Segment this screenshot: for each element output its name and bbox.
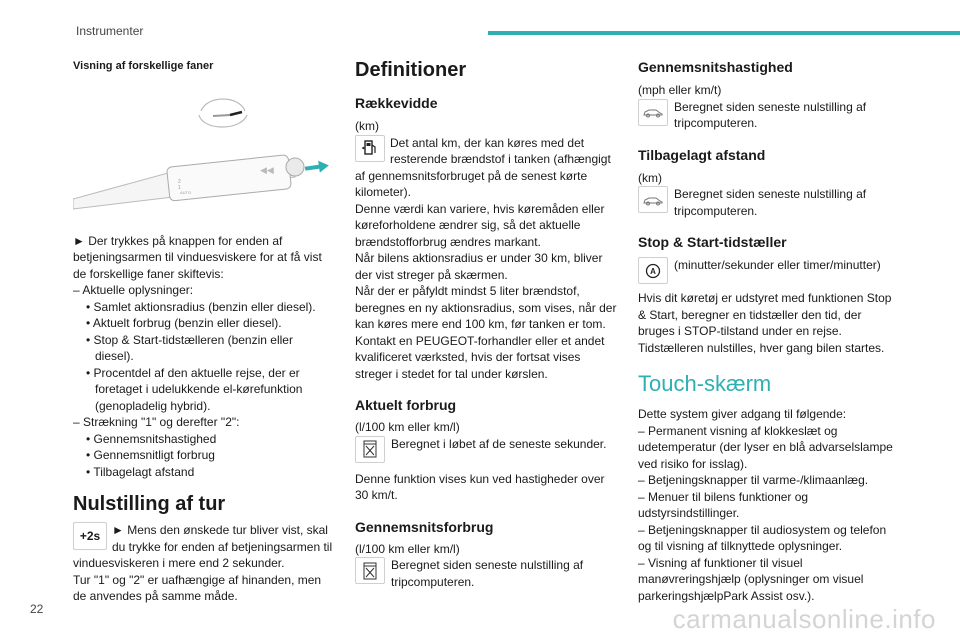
step-bullet-1: • Samlet aktionsradius (benzin eller diesel). <box>86 299 316 314</box>
definitions-heading: Definitioner <box>355 59 467 81</box>
wiper-stalk-icon <box>73 154 304 208</box>
step-bullet-4: • Procentdel af den aktuelle rejse, der er <box>86 365 300 380</box>
touchscreen-item-1: – Permanent visning af klokkeslæt og udetemperatur (der lyser en blå advarselslampe ved risiko for isslag). <box>638 423 893 471</box>
range-text-4: Når der er påfyldt mindst 5 liter brændstof, beregnes en ny aktionsradius, som vises, når der kan køres mere end 100 km, før tanken er tom. <box>355 284 617 331</box>
car-speed-icon <box>638 99 668 126</box>
header-accent-bar <box>488 31 960 35</box>
distance-text: Beregnet siden seneste nulstilling af tripcomputeren. <box>674 187 867 218</box>
average-speed-text: Beregnet siden seneste nulstilling af tripcomputeren. <box>674 99 867 130</box>
distance-unit: (km) <box>638 170 662 185</box>
step-dash-2: – Strækning "1" og derefter "2": <box>73 415 240 429</box>
stop-start-text-2: Tidstælleren nulstilles, hver gang bilen startes. <box>638 340 885 355</box>
plus-2s-icon: +2s <box>73 522 107 550</box>
range-unit: (km) <box>355 119 379 133</box>
fuel-consumption-icon <box>355 436 385 463</box>
press-arrow-icon <box>304 159 329 174</box>
page-header-title: Instrumenter <box>76 24 144 38</box>
touchscreen-heading: Touch-skærm <box>638 371 772 396</box>
stop-start-icon <box>638 257 668 284</box>
current-consumption-note: Denne funktion vises kun ved hastigheder over 30 km/t. <box>355 471 605 502</box>
step-bullet-6: • Gennemsnitligt forbrug <box>86 448 215 462</box>
average-consumption-icon <box>355 557 385 584</box>
range-text-2: Denne værdi kan variere, hvis køremåden eller køreforholdene ændrer sig, så det aktuelle brændstofforbrug ændres markant. <box>355 201 605 249</box>
average-consumption-text: Beregnet siden seneste nulstilling af tripcomputeren. <box>391 558 584 589</box>
touchscreen-item-3: – Menuer til bilens funktioner og udstyrsindstillinger. <box>638 489 809 520</box>
touchscreen-item-5: – Visning af funktioner til visuel manøvreringshjælp (oplysninger om visuel parkeringshjælpPark Assist osv.). <box>638 555 864 603</box>
reset-heading: Nulstilling af tur <box>73 493 226 515</box>
section-subtitle: Visning af forskellige faner <box>73 60 214 72</box>
svg-text:AUTO: AUTO <box>180 189 192 195</box>
reset-block <box>73 522 335 605</box>
reset-text-2: Tur "1" og "2" er uafhængige af hinanden, men de anvendes på samme måde. <box>73 572 322 603</box>
column-2 <box>355 58 617 590</box>
current-consumption-heading: Aktuelt forbrug <box>355 397 457 413</box>
svg-text:A: A <box>650 266 656 276</box>
range-text-1: Det antal km, der kan køres med det resterende brændstof i tanken (afhængigt af gennemsnitsforbruget på de senest kørte kilometer). <box>355 135 611 199</box>
steps-list <box>73 233 335 481</box>
stop-start-text: Hvis dit køretøj er udstyret med funktionen Stop & Start, beregner en tidstæller den tid, der bruges i STOP-tilstand under en rejse. <box>638 291 892 338</box>
column-3 <box>638 58 900 604</box>
svg-text:◀◀: ◀◀ <box>260 165 274 176</box>
svg-text:1: 1 <box>178 184 181 191</box>
touchscreen-item-4: – Betjeningsknapper til audiosystem og telefon og til visning af tilknyttede oplysninger. <box>638 522 887 553</box>
range-block <box>355 135 617 383</box>
average-consumption-row <box>355 557 617 590</box>
steering-wheel-icon <box>199 99 247 127</box>
step-bullet-7: • Tilbagelagt afstand <box>86 464 195 479</box>
page-number: 22 <box>30 602 44 616</box>
range-text-5: Kontakt en PEUGEOT-forhandler eller et andet kvalificeret værksted, hvis der fortsat vises streger i stedet for tal under kørslen. <box>355 333 605 381</box>
step-bullet-3: • Stop & Start-tidstælleren (benzin eller <box>86 332 293 347</box>
touchscreen-list <box>638 406 900 604</box>
step-dash-1: – Aktuelle oplysninger: <box>73 283 194 297</box>
stop-start-unit: (minutter/sekunder eller timer/minutter) <box>674 258 881 272</box>
distance-row <box>638 186 900 219</box>
current-consumption-text: Beregnet i løbet af de seneste sekunder. <box>391 436 607 451</box>
reset-text: ► Mens den ønskede tur bliver vist, skal du trykke for enden af betjeningsarmen til vinduesviskeren i mere end 2 sekunder. <box>73 523 333 570</box>
range-text-3: Når bilens aktionsradius er under 30 km, bliver der vist streger på skærmen. <box>355 251 603 282</box>
step-bullet-2: • Aktuelt forbrug (benzin eller diesel). <box>86 316 282 330</box>
average-speed-unit: (mph eller km/t) <box>638 83 722 97</box>
wiper-stalk-illustration <box>73 81 335 221</box>
fuel-pump-icon <box>355 135 385 162</box>
touchscreen-intro: Dette system giver adgang til følgende: <box>638 407 847 421</box>
current-consumption-unit: (l/100 km eller km/l) <box>355 420 460 434</box>
step-bullet-4-cont-2: (genopladelig hybrid). <box>95 398 211 413</box>
average-consumption-heading: Gennemsnitsforbrug <box>355 518 494 535</box>
stop-start-row <box>638 257 900 284</box>
step-intro: ► Der trykkes på knappen for enden af betjeningsarmen til vinduesviskere for at få vist de forskellige faner skiftevis: <box>73 233 322 281</box>
average-consumption-unit: (l/100 km eller km/l) <box>355 541 460 556</box>
car-distance-icon <box>638 186 668 213</box>
distance-heading: Tilbagelagt afstand <box>638 146 766 163</box>
step-bullet-4-cont-1: foretaget i udelukkende el-kørefunktion <box>95 382 303 396</box>
watermark: carmanualsonline.info <box>672 604 936 634</box>
stop-start-heading: Stop & Start-tidstæller <box>638 234 787 250</box>
range-heading: Rækkevidde <box>355 95 438 111</box>
svg-text:2: 2 <box>178 178 181 185</box>
average-speed-row <box>638 99 900 132</box>
step-bullet-3-cont: diesel). <box>95 349 134 363</box>
current-consumption-row <box>355 436 617 463</box>
column-1 <box>73 58 335 605</box>
average-speed-heading: Gennemsnitshastighed <box>638 59 793 75</box>
step-bullet-5: • Gennemsnitshastighed <box>86 431 217 446</box>
touchscreen-item-2: – Betjeningsknapper til varme-/klimaanlæg. <box>638 473 869 487</box>
